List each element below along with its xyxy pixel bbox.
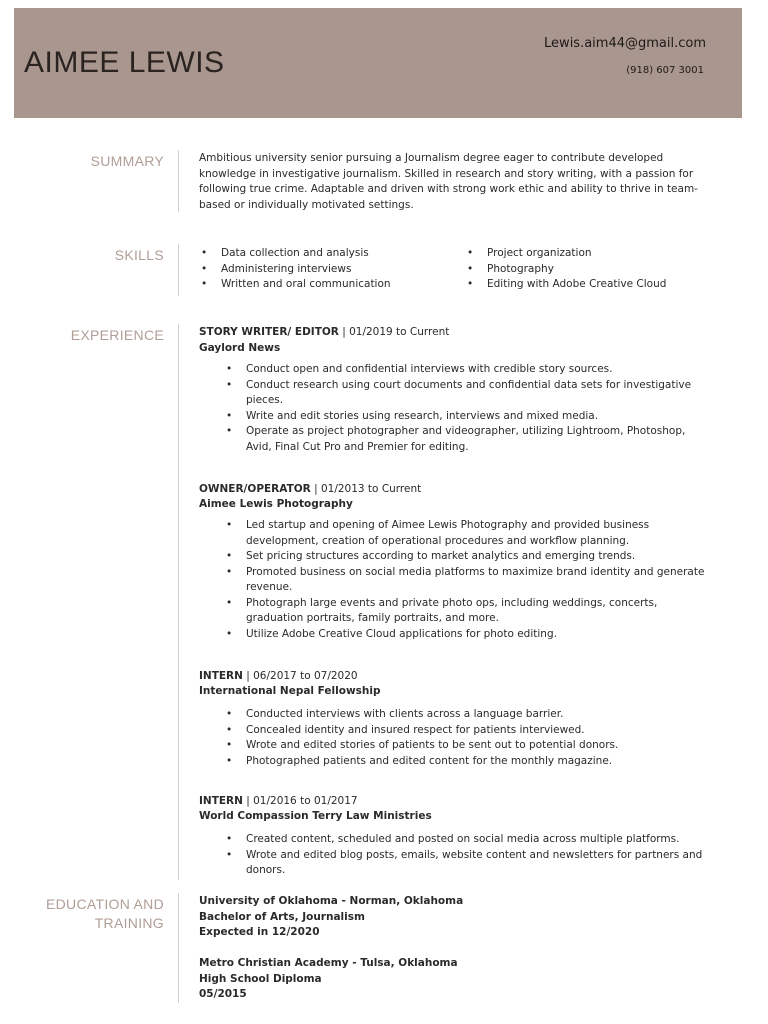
skills-divider (178, 244, 179, 296)
job-bullets (224, 707, 714, 769)
job-bullet: • Conduct open and confidential interviews with credible story sources. (224, 362, 714, 378)
header-banner (14, 8, 742, 118)
job-bullet: • Led startup and opening of Aimee Lewis Photography and provided business development, creation of operational procedures and workflow planning. (224, 518, 714, 549)
job-bullet: • Utilize Adobe Creative Cloud applications for photo editing. (224, 627, 714, 643)
job-bullet: • Concealed identity and insured respect for patients interviewed. (224, 723, 714, 739)
job-organization: Gaylord News (199, 342, 281, 354)
email-address: Lewis.aim44@gmail.com (544, 36, 706, 51)
skills-heading: SKILLS (114, 247, 164, 263)
education-heading (46, 895, 164, 933)
education-entry (199, 956, 458, 1003)
skill-item: • Project organization (465, 246, 725, 262)
job-title-line (199, 325, 449, 340)
job-organization: World Compassion Terry Law Ministries (199, 810, 432, 822)
job-bullet: • Photographed patients and edited content for the monthly magazine. (224, 754, 714, 770)
skill-item: • Photography (465, 262, 725, 278)
job-bullet: • Wrote and edited stories of patients to be sent out to potential donors. (224, 738, 714, 754)
job-organization: International Nepal Fellowship (199, 685, 381, 697)
experience-divider (178, 324, 179, 880)
skill-item: • Administering interviews (199, 262, 459, 278)
skill-item: • Written and oral communication (199, 277, 459, 293)
education-school: University of Oklahoma - Norman, Oklahoma (199, 895, 464, 907)
job-dates: | 06/2017 to 07/2020 (242, 670, 358, 682)
job-dates: | 01/2019 to Current (338, 326, 450, 338)
experience-heading: EXPERIENCE (70, 327, 164, 343)
education-degree: High School Diploma (199, 972, 322, 985)
education-degree: Bachelor of Arts, Journalism (199, 910, 365, 923)
candidate-name: AIMEE LEWIS (24, 46, 225, 79)
summary-heading: SUMMARY (90, 153, 164, 169)
job-bullets (224, 362, 714, 455)
job-title: INTERN (199, 795, 243, 807)
education-date: 05/2015 (199, 988, 247, 1000)
summary-text: Ambitious university senior pursuing a Journalism degree eager to contribute developed knowledge in investigative journalism. Skilled in research and story writing, with a passion for following true crime. Adaptable and driven with strong work ethic and ability to thrive in team-based or individually motivated settings. (199, 152, 698, 211)
job-title-line (199, 482, 421, 497)
job-dates: | 01/2013 to Current (310, 483, 422, 495)
summary-divider (178, 150, 179, 212)
education-divider (178, 893, 179, 1003)
job-bullet: • Set pricing structures according to market analytics and emerging trends. (224, 549, 714, 565)
skill-item: • Editing with Adobe Creative Cloud (465, 277, 725, 293)
job-organization: Aimee Lewis Photography (199, 498, 353, 510)
job-bullets (224, 832, 714, 879)
education-entry (199, 894, 463, 941)
phone-number: (918) 607 3001 (626, 65, 704, 76)
skill-item: • Data collection and analysis (199, 246, 459, 262)
education-heading-line1: EDUCATION AND (46, 896, 164, 912)
job-title: STORY WRITER/ EDITOR (199, 326, 339, 338)
education-heading-line2: TRAINING (94, 915, 164, 931)
job-bullet: • Photograph large events and private photo ops, including weddings, concerts, graduation portraits, family portraits, and more. (224, 596, 714, 627)
job-title-line (199, 794, 358, 809)
skills-list-left (199, 246, 459, 293)
job-title: OWNER/OPERATOR (199, 483, 311, 495)
job-bullet: • Conduct research using court documents and confidential data sets for investigative pieces. (224, 378, 714, 409)
job-bullet: • Conducted interviews with clients across a language barrier. (224, 707, 714, 723)
job-bullet: • Promoted business on social media platforms to maximize brand identity and generate revenue. (224, 565, 714, 596)
job-title-line (199, 669, 358, 684)
job-bullet: • Created content, scheduled and posted on social media across multiple platforms. (224, 832, 714, 848)
job-title: INTERN (199, 670, 243, 682)
job-bullets (224, 518, 714, 642)
education-date: Expected in 12/2020 (199, 926, 320, 938)
job-dates: | 01/2016 to 01/2017 (242, 795, 358, 807)
job-bullet: • Operate as project photographer and videographer, utilizing Lightroom, Photoshop, Avid, Final Cut Pro and Premier for editing. (224, 424, 714, 455)
job-bullet: • Wrote and edited blog posts, emails, website content and newsletters for partners and donors. (224, 848, 714, 879)
education-school: Metro Christian Academy - Tulsa, Oklahoma (199, 957, 458, 969)
job-bullet: • Write and edit stories using research, interviews and mixed media. (224, 409, 714, 425)
skills-list-right (465, 246, 725, 293)
